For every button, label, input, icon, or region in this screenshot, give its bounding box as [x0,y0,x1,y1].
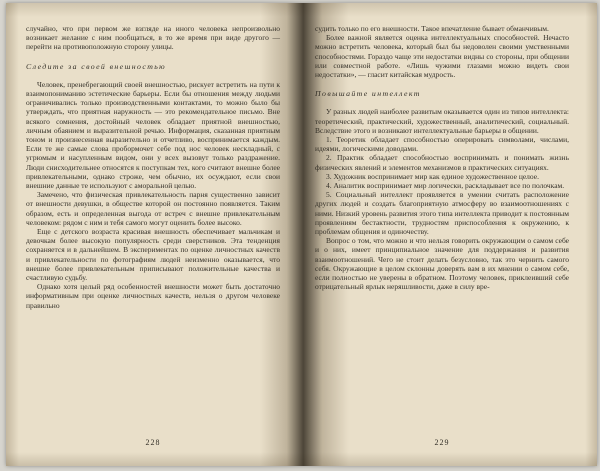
paragraph: 4. Аналитик воспринимает мир логически, раскладывает все по полочкам. [326,181,565,191]
paragraph: судить только по его внешности. Такое впечатление бывает обманчивым. [315,24,549,33]
paragraph: Более важной является оценка интеллектуальных способностей. Нечасто можно встретить человека, который был бы недоволен своими умственными способностями. Гораздо чаще эти недостатки видны со стороны, при общении или совместной работе. «Лишь чужими глазами можно видеть свои недостатки», — гласит китайская мудрость. [315,33,569,80]
paragraph: Вопрос о том, что можно и что нельзя говорить окружающим о самом себе и о них, имеет принципиальное значение для поддержания и развития взаимоотношений. Чего не стоит делать безусловно, так это чернить самого себя. Окружающие в целом склонны доверять вам в их мнении о самом себе, если полностью не уверены в обратном. Поэтому человек, приклеивший себе отрицательный ярлык неряшливости, даже в силу вре- [315,236,569,292]
paragraph: случайно, что при первом же взгляде на иного человека непроизвольно возникает желание с ним пообщаться, в то же время при виде другого — перейти на противоположную сторону улицы. [26,24,280,52]
paragraph: 3. Художник воспринимает мир как единое художественное целое. [326,171,539,181]
section-heading-appearance: Следите за своей внешностью [26,61,167,71]
paragraph: 1. Теоретик обладает способностью оперировать символами, числами, идеями, логическими доводами. [315,135,569,154]
left-page [26,24,280,310]
right-page [315,24,569,291]
paragraph: Замечено, что физическая привлекательность парня существенно зависит от внешности девушки, в обществе которой он постоянно появляется. Таким образом, есть и определенная выгода от встреч с внешне привлекательным человеком: рядом с ним и тебя самого могут оценить более высоко. [26,190,280,227]
paragraph: У разных людей наиболее развитым оказывается один из типов интеллекта: теоретический, практический, художественный, аналитический, социальный. Вследствие этого и возникают интеллектуальные барьеры в общении. [315,107,569,135]
paragraph: Однако хотя целый ряд особенностей внешности может быть достаточно информативным при оценке личностных качеств, нельзя о другом человеке правильно [26,282,280,310]
paragraph: Человек, пренебрегающий своей внешностью, рискует встретить на пути к взаимопониманию эстетические барьеры. Если бы отношения между людьми ограничивались только производственными контактами, то можно было бы утверждать, что приятная наружность — это рекомендательное письмо. Вне всякого сомнения, достойный человек обладает приятной внешностью, личным обаянием и выразительной речью. Информация, сказанная приятным тоном и произнесенная выразительно и отчетливо, воспринимается каждым. Если те же самые слова пробормочет себе под нос человек нескладный, с угрюмым и насупленным видом, они у всех вызовут только раздражение. Люди снисходительнее относятся к поступкам тех, кого считают внешне более привлекательными, однако строже, чем обычно, их осуждают, если свои внешние данные те используют с аморальной целью. [26,79,280,191]
page-number-right: 229 [434,438,450,447]
paragraph: Еще с детского возраста красивая внешность обеспечивает мальчикам и девочкам более высокую популярность среди сверстников. Эта тенденция сохраняется и в дальнейшем. В экспериментах по оценке личностных качеств и привлекательности по фотографиям людей неизменно оказывается, что внешне более привлекательным приписывают положительные качества и счастливую судьбу. [26,227,280,283]
paragraph: 2. Практик обладает способностью воспринимать и понимать жизнь физических явлений и элементов механизмов в практических ситуациях. [315,153,569,172]
section-heading-intellect: Повышайте интеллект [315,89,421,99]
paragraph: 5. Социальный интеллект проявляется в умении считать расположение других людей и создать благоприятную атмосферу во взаимоотношениях с ними. Низкий уровень развития этого типа интеллекта приводит к постоянным проявлениям бестактности, трудностям приспособления к окружению, к проблемам общения и одиночеству. [315,190,569,237]
page-number-left: 228 [145,438,161,447]
